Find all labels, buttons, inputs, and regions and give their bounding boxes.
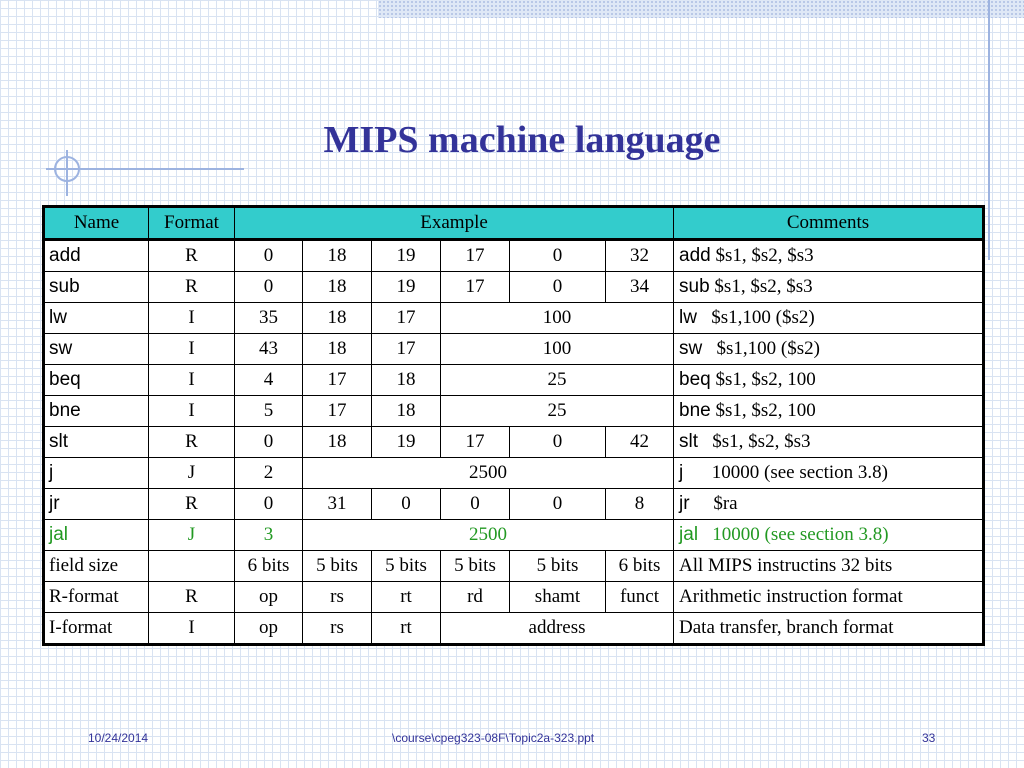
field-cell: rt: [372, 582, 441, 613]
header-comments: Comments: [674, 207, 984, 240]
row-comment: All MIPS instructins 32 bits: [674, 551, 984, 582]
table-row: [44, 365, 984, 396]
field-cell: 43: [235, 334, 303, 365]
footer-file-path: \course\cpeg323-08F\Topic2a-323.ppt: [392, 731, 595, 745]
table-row: [44, 303, 984, 334]
field-cell: 0: [510, 427, 606, 458]
comment-mnemonic: bne: [679, 400, 711, 421]
field-cell: 17: [372, 334, 441, 365]
instruction-name: sub: [44, 272, 149, 303]
field-cell: 17: [372, 303, 441, 334]
field-cell: 2500: [303, 458, 674, 489]
comment-mnemonic: add: [679, 245, 711, 266]
field-cell: address: [441, 613, 674, 645]
header-format: Format: [149, 207, 235, 240]
field-cell: 18: [303, 272, 372, 303]
field-cell: 17: [441, 240, 510, 272]
field-cell: rs: [303, 613, 372, 645]
instruction-name: lw: [44, 303, 149, 334]
field-cell: rd: [441, 582, 510, 613]
row-comment: Arithmetic instruction format: [674, 582, 984, 613]
field-cell: 32: [606, 240, 674, 272]
instruction-format: R: [149, 582, 235, 613]
field-cell: 6 bits: [235, 551, 303, 582]
header-example: Example: [235, 207, 674, 240]
field-cell: 17: [441, 272, 510, 303]
instruction-comment: [674, 396, 984, 427]
instruction-comment: [674, 458, 984, 489]
field-cell: 8: [606, 489, 674, 520]
instruction-name: jr: [44, 489, 149, 520]
field-cell: 18: [372, 365, 441, 396]
table-row: [44, 613, 984, 645]
instruction-name: add: [44, 240, 149, 272]
field-cell: 0: [235, 427, 303, 458]
field-cell: 0: [510, 272, 606, 303]
field-cell: rs: [303, 582, 372, 613]
field-cell: 18: [372, 396, 441, 427]
field-cell: 35: [235, 303, 303, 334]
comment-operands: $s1, $s2, 100: [715, 400, 816, 421]
footer-page-number: 33: [922, 731, 936, 745]
instruction-format: [149, 551, 235, 582]
field-cell: 25: [441, 365, 674, 396]
comment-operands: $s1, $s2, 100: [715, 369, 816, 390]
field-cell: 0: [235, 272, 303, 303]
field-cell: 0: [235, 240, 303, 272]
instruction-name: slt: [44, 427, 149, 458]
field-cell: 42: [606, 427, 674, 458]
instruction-format: J: [149, 458, 235, 489]
mips-instruction-table: [42, 205, 985, 646]
field-cell: 3: [235, 520, 303, 551]
comment-mnemonic: jal: [679, 524, 699, 545]
row-comment: Data transfer, branch format: [674, 613, 984, 645]
table-row: [44, 334, 984, 365]
field-cell: 18: [303, 427, 372, 458]
field-cell: 25: [441, 396, 674, 427]
field-cell: 17: [303, 365, 372, 396]
comment-operands: $s1,100 ($s2): [711, 307, 815, 328]
field-cell: 5 bits: [441, 551, 510, 582]
field-cell: 6 bits: [606, 551, 674, 582]
field-cell: 5 bits: [372, 551, 441, 582]
instruction-name: bne: [44, 396, 149, 427]
field-cell: 18: [303, 303, 372, 334]
field-cell: 0: [372, 489, 441, 520]
table-row: [44, 427, 984, 458]
instruction-format: I: [149, 334, 235, 365]
instruction-format: I: [149, 365, 235, 396]
field-cell: funct: [606, 582, 674, 613]
comment-operands: $s1,100 ($s2): [716, 338, 820, 359]
table-row: [44, 396, 984, 427]
field-cell: 2: [235, 458, 303, 489]
field-cell: 0: [235, 489, 303, 520]
field-cell: 4: [235, 365, 303, 396]
table-row: [44, 582, 984, 613]
field-cell: 2500: [303, 520, 674, 551]
field-cell: shamt: [510, 582, 606, 613]
comment-operands: $s1, $s2, $s3: [712, 431, 811, 452]
instruction-comment: [674, 427, 984, 458]
instruction-comment: [674, 240, 984, 272]
comment-mnemonic: slt: [679, 431, 699, 452]
instruction-comment: [674, 303, 984, 334]
instruction-format: J: [149, 520, 235, 551]
field-cell: 5 bits: [303, 551, 372, 582]
row-label: R-format: [44, 582, 149, 613]
slide-title: MIPS machine language: [323, 119, 721, 161]
instruction-format: R: [149, 240, 235, 272]
field-cell: 100: [441, 334, 674, 365]
instruction-comment: [674, 334, 984, 365]
instruction-name: sw: [44, 334, 149, 365]
instruction-format: R: [149, 427, 235, 458]
instruction-name: jal: [44, 520, 149, 551]
field-cell: 17: [441, 427, 510, 458]
field-cell: op: [235, 613, 303, 645]
field-cell: 0: [510, 240, 606, 272]
table-row: [44, 551, 984, 582]
field-cell: 19: [372, 240, 441, 272]
instruction-comment: [674, 365, 984, 396]
field-cell: 0: [510, 489, 606, 520]
instruction-format: R: [149, 272, 235, 303]
field-cell: 100: [441, 303, 674, 334]
field-cell: 19: [372, 272, 441, 303]
comment-mnemonic: jr: [679, 493, 690, 514]
comment-mnemonic: sw: [679, 338, 703, 359]
instruction-format: I: [149, 396, 235, 427]
comment-operands: 10000 (see section 3.8): [711, 462, 888, 483]
row-label: I-format: [44, 613, 149, 645]
instruction-comment: [674, 520, 984, 551]
field-cell: 5 bits: [510, 551, 606, 582]
field-cell: op: [235, 582, 303, 613]
comment-operands: $s1, $s2, $s3: [715, 245, 814, 266]
table-row: [44, 458, 984, 489]
row-label: field size: [44, 551, 149, 582]
table-row: [44, 240, 984, 272]
field-cell: 18: [303, 240, 372, 272]
instruction-name: j: [44, 458, 149, 489]
footer-date: 10/24/2014: [88, 731, 149, 745]
field-cell: 31: [303, 489, 372, 520]
field-cell: 19: [372, 427, 441, 458]
comment-mnemonic: lw: [679, 307, 697, 328]
comment-operands: 10000 (see section 3.8): [712, 524, 889, 545]
table-row-highlighted: [44, 520, 984, 551]
comment-mnemonic: beq: [679, 369, 711, 390]
header-name: Name: [44, 207, 149, 240]
top-decorative-band: [378, 0, 1024, 18]
instruction-format: R: [149, 489, 235, 520]
comment-mnemonic: j: [679, 462, 684, 483]
comment-operands: $s1, $s2, $s3: [714, 276, 813, 297]
field-cell: 0: [441, 489, 510, 520]
field-cell: 18: [303, 334, 372, 365]
instruction-format: I: [149, 613, 235, 645]
field-cell: 34: [606, 272, 674, 303]
comment-mnemonic: sub: [679, 276, 710, 297]
field-cell: 5: [235, 396, 303, 427]
table-row: [44, 272, 984, 303]
instruction-name: beq: [44, 365, 149, 396]
table-header-row: [44, 207, 984, 240]
comment-operands: $ra: [713, 493, 738, 514]
table-row: [44, 489, 984, 520]
field-cell: 17: [303, 396, 372, 427]
field-cell: rt: [372, 613, 441, 645]
instruction-format: I: [149, 303, 235, 334]
instruction-comment: [674, 272, 984, 303]
instruction-comment: [674, 489, 984, 520]
